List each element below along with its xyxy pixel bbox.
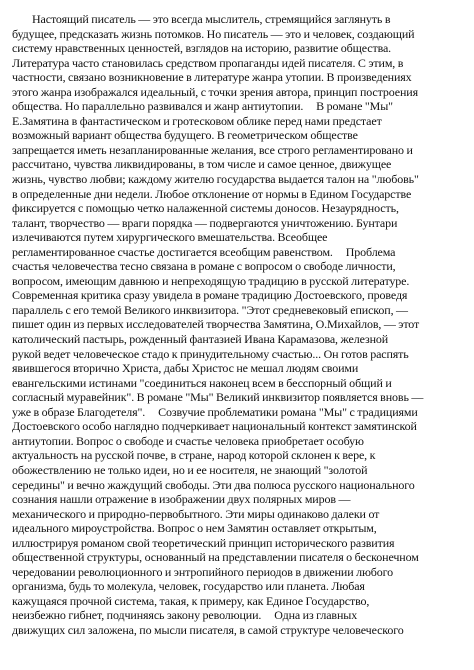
text-line: середины" и вечно жаждущий свободы. Эти два полюса русского национального xyxy=(12,477,415,492)
text-line: жизнь, чувство любви; каждому жителю государства выдается талон на "любовь" xyxy=(12,172,419,187)
text-line: фиксируется с помощью четко налаженной системы доносов. Незаурядность, xyxy=(12,201,399,216)
text-line: организма, будь то молекула, человек, государство или планета. Любая xyxy=(12,579,365,594)
text-line: антиутопии. Вопрос о свободе и счастье человека приобретает особую xyxy=(12,433,364,448)
text-line: явившегося вторично Христа, дабы Христос не мешал людям своими xyxy=(12,361,359,376)
text-line: сознания нашли отражение в изображении двух полярных миров — xyxy=(12,492,351,507)
text-line: талант, творчество — враги порядка — подвергаются уничтожению. Бунтари xyxy=(12,215,398,230)
text-line: параллель с его темой Великого инквизитора. "Этот средневековый епископ, — xyxy=(12,302,408,317)
text-line: Настоящий писатель — это всегда мыслитель, стремящийся заглянуть в xyxy=(32,12,391,26)
text-line: излечиваются путем хирургического вмешательства. Всеобщее xyxy=(12,230,328,245)
text-line: возможный вариант общества будущего. В геометрическом обществе xyxy=(12,128,358,143)
document-text xyxy=(12,12,464,638)
text-line: обожествлению не только идеи, но и ее носителя, не знающий "золотой xyxy=(12,462,368,477)
text-line: общества. Но параллельно развивался и жанр антиутопии. В романе "Мы" xyxy=(12,99,393,114)
text-line: этого жанра изображался идеальный, с точки зрения автора, принцип построения xyxy=(12,84,419,99)
text-line: Е.Замятина в фантастическом и гротесковом облике перед нами предстает xyxy=(12,113,382,128)
text-line: движущих сил заложена, по мысли писателя, в самой структуре человеческого xyxy=(12,622,404,637)
text-line: Достоевского особо наглядно подчеркивает национальный контекст замятинской xyxy=(12,419,417,434)
text-line: католический пастырь, рожденный фантазией Ивана Карамазова, железной xyxy=(12,332,389,347)
text-line: регламентированное счастье достигается всеобщим равенством. Проблема xyxy=(12,244,396,259)
text-line: будущее, предсказать жизнь потомков. Но писатель — это и человек, создающий xyxy=(12,26,415,41)
text-line: рукой ведет человеческое стадо к принудительному счастью... Он готов распять xyxy=(12,346,409,361)
text-line: уже в образе Благодетеля". Созвучие проблематики романа "Мы" с традициями xyxy=(12,404,418,419)
text-line: иллюстрируя романом свой теоретический принцип исторического развития xyxy=(12,535,395,550)
text-line: неизбежно гибнет, подчиняясь закону революции. Одна из главных xyxy=(12,608,358,623)
text-line: чередовании революционного и энтропийного периодов в движении любого xyxy=(12,564,394,579)
text-line: общественной структуры, основанный на представлении писателя о бесконечном xyxy=(12,550,419,565)
text-line: Литература часто становилась средством пропаганды идей писателя. С этим, в xyxy=(12,55,404,70)
text-line: счастья человечества тесно связана в романе с вопросом о свободе личности, xyxy=(12,259,396,274)
text-line: механического и природно-первобытного. Эти миры одинаково далеки от xyxy=(12,506,380,521)
text-line: актуальность на русской почве, в стране, народ которой склонен к вере, к xyxy=(12,448,376,463)
text-line: согласный муравейник". В романе "Мы" Великий инквизитор появляется вновь — xyxy=(12,390,424,405)
text-line: запрещается иметь незапланированные желания, все строго регламентировано и xyxy=(12,142,413,157)
text-line: евангельскими истинами "соединиться наконец всем в бесспорный общий и xyxy=(12,375,392,390)
text-line: частности, связано возникновение в литературе жанра утопии. В произведениях xyxy=(12,70,412,85)
text-line: рассчитано, чувства ликвидированы, в том числе и самое ценное, движущее xyxy=(12,157,392,172)
text-line: в определенные дни недели. Любое отклонение от нормы в Едином Государстве xyxy=(12,186,412,201)
text-line: пишет один из первых исследователей творчества Замятина, О.Михайлов, — этот xyxy=(12,317,420,332)
text-line: систему нравственных ценностей, взглядов на историю, развитие общества. xyxy=(12,41,392,56)
text-line: идеального мироустройства. Вопрос о нем Замятин оставляет открытым, xyxy=(12,521,377,536)
text-line: Современная критика сразу увидела в романе традицию Достоевского, проведя xyxy=(12,288,408,303)
text-line: вопросом, имеющим давнюю и непреходящую традицию в русской литературе. xyxy=(12,273,410,288)
text-line: кажущаяся прочной система, такая, к примеру, как Единое Государство, xyxy=(12,593,370,608)
